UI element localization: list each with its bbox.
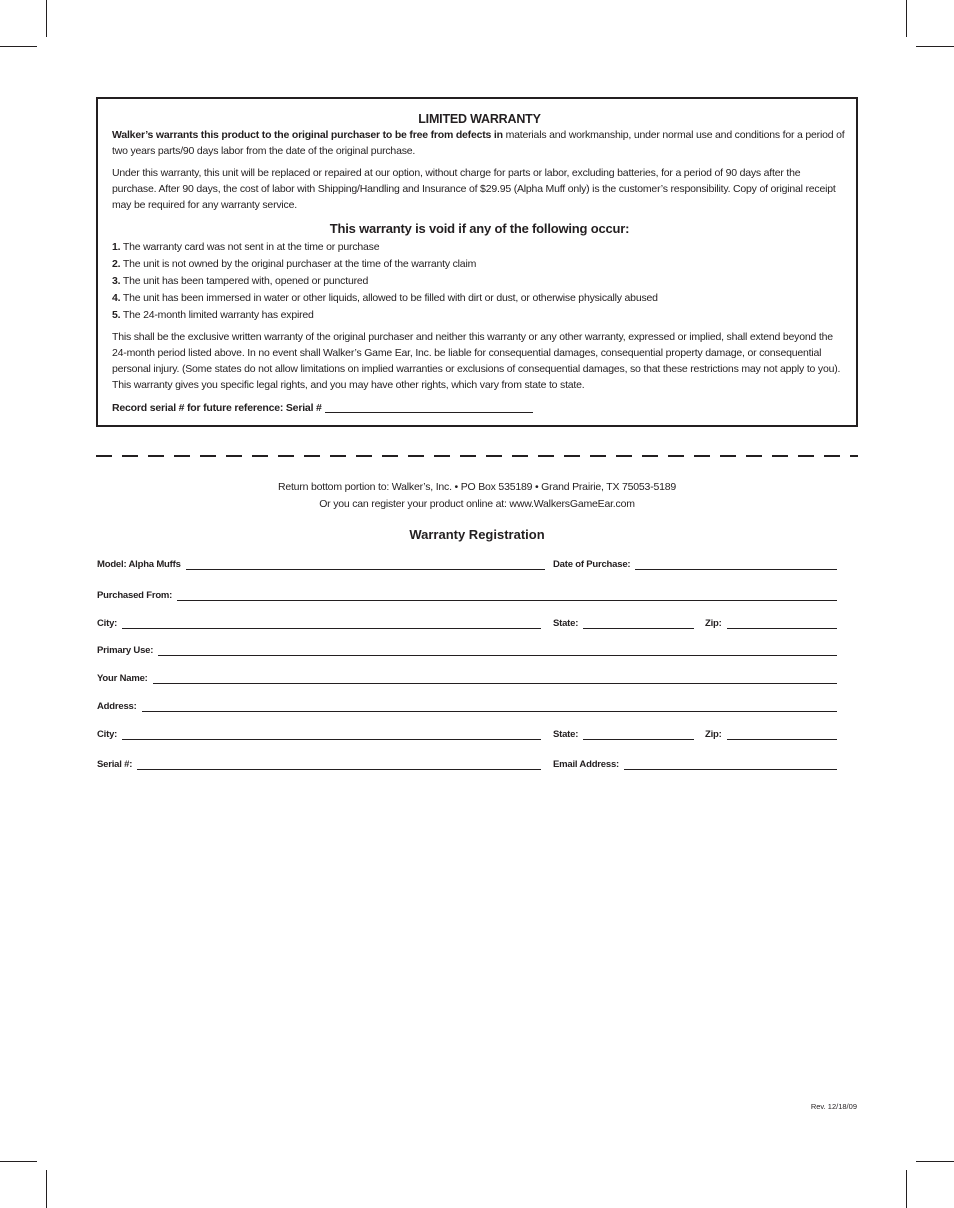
field-label: Date of Purchase: [553,559,631,570]
field-label: City: [97,618,118,629]
list-text: The unit has been immersed in water or other liquids, allowed to be filled with dirt or dust, or otherwise physically abused [120,292,658,304]
void-conditions-list [112,239,847,324]
field-line[interactable] [635,569,837,570]
field-line[interactable] [727,739,837,740]
warranty-intro-rest: materials and workmanship, under normal use and conditions for a period of two years parts/90 days labor from the date of the original purchase. [112,129,845,157]
field-line[interactable] [177,600,837,601]
field-line[interactable] [727,628,837,629]
address-field[interactable] [97,701,837,713]
crop-mark [906,1170,907,1208]
list-number: 1. [112,241,121,253]
field-line[interactable] [624,769,837,770]
crop-mark [906,0,907,37]
serial-record-line [112,400,847,416]
crop-mark [0,46,37,47]
field-line[interactable] [583,739,694,740]
list-item [112,239,847,256]
list-number: 2. [112,258,121,270]
list-text: The unit has been tampered with, opened or punctured [120,275,369,287]
your-name-field[interactable] [97,673,837,685]
void-title: This warranty is void if any of the following occur: [329,221,630,236]
field-line[interactable] [142,711,837,712]
crop-mark [916,46,954,47]
crop-mark [0,1161,37,1162]
warranty-box [96,97,858,427]
list-text: The warranty card was not sent in at the time or purchase [120,241,380,253]
field-label: Serial #: [97,759,133,770]
field-label: State: [553,729,579,740]
list-item [112,256,847,273]
cut-line [96,455,858,457]
list-item [112,290,847,307]
field-line[interactable] [122,628,541,629]
registration-title: Warranty Registration [409,527,545,542]
list-item [112,273,847,290]
field-line[interactable] [153,683,837,684]
field-label: Purchased From: [97,590,173,601]
crop-mark [46,0,47,37]
purchased-from-field[interactable] [97,590,837,602]
zip-field[interactable] [705,618,837,630]
warranty-terms: Under this warranty, this unit will be replaced or repaired at our option, without charge for parts or labor, excluding batteries, for a period of 90 days after the purchase. After 90 days, the cost of labor with Shipping/Handling and Insurance of $29.95 (Alpha Muff only) is the customer’s responsibility. Copy of original receipt may be required for any warranty service. [112,167,836,211]
field-line[interactable] [122,739,541,740]
list-number: 5. [112,309,121,321]
field-label: Address: [97,701,137,712]
field-line[interactable] [583,628,694,629]
crop-mark [46,1170,47,1208]
primary-use-field[interactable] [97,645,837,657]
field-label: Your Name: [97,673,148,684]
list-text: The unit is not owned by the original purchaser at the time of the warranty claim [120,258,477,270]
model-field[interactable] [97,559,545,571]
field-label: Zip: [705,729,722,740]
date-of-purchase-field[interactable] [553,559,837,571]
serial-record-label: Record serial # for future reference: Serial # [112,402,322,414]
field-label: Model: Alpha Muffs [97,559,181,570]
city-field[interactable] [97,618,541,630]
list-number: 4. [112,292,121,304]
serial-record-field[interactable] [325,402,533,413]
serial-field[interactable] [97,759,541,771]
field-label: Primary Use: [97,645,154,656]
field-line[interactable] [137,769,541,770]
field-label: City: [97,729,118,740]
state-field-2[interactable] [553,729,694,741]
state-field[interactable] [553,618,694,630]
list-number: 3. [112,275,121,287]
zip-field-2[interactable] [705,729,837,741]
field-line[interactable] [186,569,545,570]
field-line[interactable] [158,655,837,656]
return-address: Return bottom portion to: Walker’s, Inc. • PO Box 535189 • Grand Prairie, TX 75053-5189 [277,481,677,493]
warranty-intro-bold: Walker’s warrants this product to the original purchaser to be free from defects in [112,129,503,141]
field-label: State: [553,618,579,629]
warranty-disclaimer: This shall be the exclusive written warranty of the original purchaser and neither this warranty or any other warranty, expressed or implied, shall extend beyond the 24-month period listed above. In no event shall Walker’s Game Ear, Inc. be liable for consequential damages, consequential property damage, or consequential personal injury. (Some states do not allow limitations on implied warranties or exclusions of consequential damages, so that these restrictions may not apply to you). This warranty gives you specific legal rights, and you may have other rights, which vary from state to state. [112,331,841,391]
return-info [0,479,954,513]
online-registration: Or you can register your product online at: www.WalkersGameEar.com [319,498,635,510]
email-field[interactable] [553,759,837,771]
list-text: The 24-month limited warranty has expired [120,309,314,321]
field-label: Email Address: [553,759,620,770]
warranty-title: LIMITED WARRANTY [418,112,541,126]
warranty-content [112,99,847,416]
field-label: Zip: [705,618,722,629]
city-field-2[interactable] [97,729,541,741]
list-item [112,307,847,324]
crop-mark [916,1161,954,1162]
revision-note: Rev. 12/18/09 [810,1102,857,1111]
warranty-intro [112,127,847,159]
